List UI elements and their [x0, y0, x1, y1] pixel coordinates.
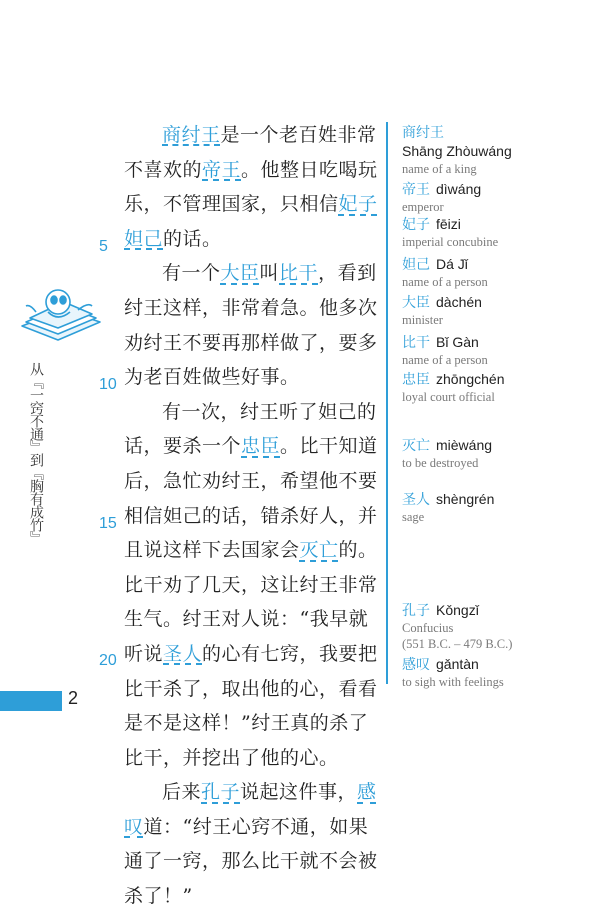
paragraph-4 — [124, 775, 384, 913]
glossary-definition: to sigh with feelings — [402, 675, 504, 689]
paragraph-1 — [124, 118, 384, 256]
keyword-zhongchen: 忠臣 — [241, 435, 281, 458]
text-run: 的话。 — [163, 227, 222, 250]
glossary-pinyin: shèngrén — [436, 491, 495, 507]
text-run: 。他整日吃喝玩乐，不管理国家，只相信 — [124, 158, 378, 216]
glossary-pinyin: Dá Jǐ — [436, 256, 468, 272]
column-divider — [386, 122, 388, 684]
glossary-entry — [402, 255, 582, 290]
glossary-pinyin: dìwáng — [436, 181, 482, 197]
text-run: 的心有七窍，我要把比干杀了，取出他的心，看看是不是这样！”纣王真的杀了比干，并挖出了他的心。 — [124, 642, 378, 769]
glossary-definition: sage — [402, 510, 425, 524]
glossary-entry — [402, 370, 582, 405]
glossary-definition-dates: (551 B.C. – 479 B.C.) — [402, 637, 513, 651]
text-run: 叫 — [259, 262, 280, 285]
keyword-shengren: 圣人 — [163, 642, 203, 665]
glossary-term: 大臣 — [402, 295, 430, 311]
glossary-term: 妃子 — [402, 217, 430, 233]
book-mascot-illustration — [18, 282, 104, 352]
text-run: 说起这件事， — [240, 781, 358, 804]
glossary-term: 帝王 — [402, 182, 430, 198]
text-run: ，看到纣王这样，非常着急。他多次劝纣王不要再那样做了，要多为老百姓做些好事。 — [124, 262, 378, 389]
glossary-entry — [402, 124, 582, 177]
keyword-shang-zhouwang: 商纣王 — [162, 124, 221, 146]
line-number-20: 20 — [99, 652, 117, 669]
glossary-pinyin: gǎntàn — [436, 656, 479, 672]
glossary-definition: imperial concubine — [402, 235, 499, 249]
keyword-diwang: 帝王 — [202, 158, 242, 181]
keyword-dachen: 大臣 — [220, 262, 260, 285]
glossary-entry — [402, 655, 582, 690]
glossary-entry — [402, 215, 582, 250]
line-number-15: 15 — [99, 515, 117, 532]
glossary-definition: name of a person — [402, 275, 488, 289]
glossary-pinyin: Kǒngzǐ — [436, 602, 479, 618]
glossary-entry — [402, 180, 582, 215]
glossary-definition: name of a king — [402, 162, 477, 176]
glossary-definition: minister — [402, 313, 443, 327]
keyword-daji: 妲己 — [124, 227, 164, 250]
keyword-kongzi: 孔子 — [201, 781, 241, 804]
page-number: 2 — [68, 688, 79, 708]
glossary-term: 忠臣 — [402, 372, 430, 388]
glossary-pinyin: Shāng Zhòuwáng — [402, 143, 512, 159]
glossary-entry — [402, 436, 582, 471]
text-run: 道：“纣王心窍不通，如果通了一窍，那么比干就不会被杀了！” — [124, 815, 378, 908]
glossary-definition: loyal court official — [402, 390, 495, 404]
glossary-entry — [402, 490, 582, 525]
glossary-term: 比干 — [402, 335, 430, 351]
text-run: 有一次，纣王听了妲己的话，要杀一个 — [124, 400, 377, 458]
glossary-pinyin: mièwáng — [436, 437, 493, 453]
glossary-entry — [402, 293, 582, 328]
glossary-term: 孔子 — [402, 603, 430, 619]
glossary-definition: Confucius — [402, 621, 454, 635]
text-run: 。比干知道后，急忙劝纣王，希望他不要相信妲己的话，错杀好人，并且说这样下去国家会 — [124, 435, 378, 562]
glossary-term: 圣人 — [402, 492, 430, 508]
paragraph-3 — [124, 395, 384, 776]
glossary-pinyin: zhōngchén — [436, 371, 505, 387]
book-title-vertical: 从『一窍不通』到『胸有成竹』 — [28, 362, 44, 544]
glossary-definition: name of a person — [402, 353, 488, 367]
keyword-feizi: 妃子 — [338, 193, 378, 216]
page-number-bar — [0, 691, 62, 711]
story-text — [124, 118, 384, 914]
glossary-entry — [402, 601, 582, 652]
text-run: 是一个老百姓非常不喜欢的 — [124, 124, 377, 181]
paragraph-2 — [124, 256, 384, 394]
line-number-10: 10 — [99, 376, 117, 393]
line-number-5: 5 — [99, 238, 108, 255]
glossary-term: 妲己 — [402, 257, 430, 273]
glossary-term: 商纣王 — [402, 125, 444, 141]
glossary-pinyin: Bǐ Gàn — [436, 334, 479, 350]
glossary-term: 感叹 — [402, 657, 430, 673]
text-run: 的。比干劝了几天，这让纣王非常生气。纣王对人说：“我早就听说 — [124, 539, 378, 665]
glossary-definition: to be destroyed — [402, 456, 479, 470]
text-run: 后来 — [162, 781, 202, 804]
glossary-definition: emperor — [402, 200, 444, 214]
text-run: 有一个 — [162, 262, 221, 285]
keyword-miewang: 灭亡 — [299, 539, 339, 562]
keyword-gantan: 感叹 — [124, 781, 377, 838]
glossary-pinyin: dàchén — [436, 294, 482, 310]
keyword-bigan: 比干 — [279, 262, 319, 285]
glossary-term: 灭亡 — [402, 438, 430, 454]
glossary-pinyin: fēizi — [436, 216, 461, 232]
glossary-entry — [402, 333, 582, 368]
